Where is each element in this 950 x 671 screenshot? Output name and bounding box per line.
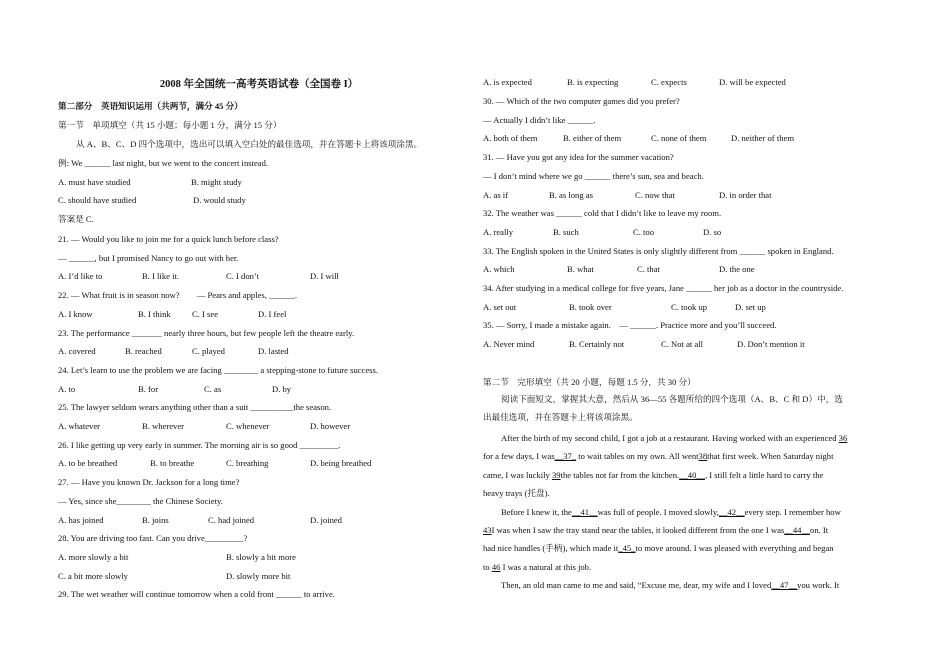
question-option: C. now that [635, 189, 675, 200]
question-option: C. too [633, 226, 655, 237]
question-stem: 24. Let’s learn to use the problem we are facing ________ a stepping-stone to future success. [58, 364, 379, 375]
question-option: A. Never mind [483, 339, 535, 350]
passage-line [483, 450, 833, 463]
question-option: D. I feel [258, 308, 287, 319]
question-stem: 29. The wet weather will continue tomorrow when a cold front ______ to arrive. [58, 589, 335, 600]
passage-text: After the birth of my second child, I got a job at a restaurant. Having worked with an experienced [501, 433, 839, 443]
passage-line [483, 487, 550, 500]
blank-number: __40__ [679, 469, 705, 480]
passage-text: heavy trays (托盘). [483, 488, 550, 499]
question-stem: 25. The lawyer seldom wears anything other than a suit __________the season. [58, 402, 332, 413]
blank-number: __47__ [771, 580, 798, 591]
passage-text: Then, an old man came to me and said, “Excuse me, dear, my wife and I loved [501, 580, 772, 591]
question-stem: 22. — What fruit is in season now? — Pears and apples, ______. [58, 290, 297, 301]
blank-number: 38 [698, 451, 708, 462]
question-option: C. breathing [226, 458, 269, 469]
passage-text: was full of people. I moved slowly, [597, 506, 719, 517]
question-option: C. that [637, 264, 660, 275]
blank-number: 39 [551, 469, 561, 480]
question-option: C. a bit more slowly [58, 570, 128, 581]
question-option: D. however [310, 421, 351, 431]
question-stem: 32. The weather was ______ cold that I didn’t like to leave my room. [483, 208, 722, 219]
blank-number: __42__ [718, 506, 745, 517]
question-option: B. took over [569, 301, 612, 312]
question-stem: 27. — Have you known Dr. Jackson for a long time? [58, 477, 240, 488]
passage-text: Before I knew it, the [501, 506, 572, 517]
passage-line [501, 432, 847, 445]
section2-instructions: 阅读下面短文，掌握其大意，然后从 36—55 各题所给的四个选项（A、B、C 和 D）中，选 [501, 394, 843, 404]
passage-text: , I still felt a little hard to carry the [704, 469, 824, 480]
question-option: B. joins [142, 514, 169, 525]
question-option: D. I will [310, 271, 339, 282]
question-option: B. is expecting [567, 77, 619, 87]
question-stem: 33. The English spoken in the United States is only slightly different from ______ spoken in England. [483, 245, 834, 256]
question-stem: — Actually I didn’t like ______. [483, 114, 596, 125]
question-option: B. slowly a bit more [226, 551, 296, 562]
question-stem: — Yes, since she________ the Chinese Society. [58, 495, 223, 506]
part2-heading: 第二部分 英语知识运用（共两节，满分 45 分） [58, 101, 243, 111]
question-stem: 31. — Have you got any idea for the summer vacation? [483, 152, 674, 163]
passage-line [483, 561, 591, 574]
section1-instructions: 从 A、B、C、D 四个选项中，选出可以填入空白处的最佳选项，并在答题卡上将该项涂黑。 [76, 139, 423, 149]
example-answer: 答案是 C. [58, 214, 94, 224]
question-option: A. I know [58, 308, 93, 319]
passage-text: to move around. I was pleased with everything and began [635, 543, 834, 554]
passage-text: I was when I saw the tray stand near the tables, it looked different from the one I was [491, 525, 785, 535]
question-option: D. by [272, 383, 292, 394]
question-option: D. slowly more bit [226, 570, 291, 581]
question-option: C. had joined [208, 514, 255, 525]
question-option: B. either of them [563, 133, 622, 144]
page-title: 2008 年全国统一高考英语试卷（全国卷 I） [159, 79, 359, 90]
question-option: A. is expected [483, 77, 532, 87]
question-stem: — I don’t mind where we go ______ there’s sun, sea and beach. [483, 170, 704, 181]
section2-heading: 第二节 完形填空（共 20 小题，每题 1.5 分，共 30 分） [483, 377, 696, 387]
question-option: A. both of them [483, 133, 538, 144]
question-stem: 21. — Would you like to join me for a quick lunch before class? [58, 234, 279, 244]
passage-text: the tables not far from the kitchen. [560, 469, 680, 480]
section2-instructions: 出最佳选项，并在答题卡上将该项涂黑。 [483, 412, 638, 422]
question-option: D. lasted [258, 346, 289, 357]
question-option: A. whatever [58, 421, 100, 431]
blank-number: __37_ [554, 451, 577, 462]
question-option: B. for [138, 383, 159, 394]
passage-text: came, I was luckily [483, 469, 552, 480]
question-option: C. as [204, 383, 222, 394]
question-option: C. I see [192, 308, 219, 319]
question-stem: 34. After studying in a medical college for five years, Jane ______ her job as a doctor in the countryside. [483, 283, 844, 293]
question-option: B. to breathe [150, 458, 195, 469]
question-option: D. being breathed [310, 458, 372, 469]
passage-text: on. It [810, 525, 829, 535]
question-stem: — ______, but I promised Nancy to go out with her. [58, 252, 239, 263]
question-option: C. played [192, 346, 225, 357]
question-option: A. has joined [58, 514, 104, 525]
passage-line [483, 524, 828, 537]
blank-number: 43 [483, 525, 492, 535]
passage-text: every step. I remember how [744, 506, 841, 517]
blank-number: __44__ [784, 525, 811, 535]
example-stem: 例: We ______ last night, but we went to the concert instead. [58, 158, 269, 168]
question-option: D. joined [310, 514, 342, 525]
example-option: B. might study [191, 177, 242, 187]
blank-number: __41__ [571, 506, 598, 517]
passage-text: to wait tables on my own. All went [576, 451, 699, 462]
example-option: D. would study [193, 195, 246, 205]
passage-text: to [483, 561, 492, 572]
passage-line [501, 579, 839, 592]
question-stem: 35. — Sorry, I made a mistake again. — ______. Practice more and you’ll succeed. [483, 320, 777, 331]
question-option: C. Not at all [661, 339, 704, 350]
question-option: B. such [553, 226, 579, 237]
question-option: B. I think [138, 308, 171, 319]
question-option: D. set up [735, 301, 766, 312]
passage-text: I was a natural at this job. [500, 561, 592, 572]
question-option: A. which [483, 264, 515, 275]
question-option: D. in order that [719, 189, 772, 200]
passage-text: for a few days, I was [483, 451, 555, 462]
question-option: D. Don’t mention it [737, 339, 805, 350]
section1-heading: 第一节 单项填空（共 15 小题；每小题 1 分，满分 15 分） [58, 120, 282, 130]
question-option: B. as long as [549, 189, 593, 200]
question-stem: 30. — Which of the two computer games did you prefer? [483, 96, 680, 106]
question-option: D. so [703, 226, 722, 237]
question-option: B. reached [125, 346, 162, 357]
passage-line [483, 469, 823, 482]
passage-line [501, 506, 841, 519]
question-option: B. Certainly not [569, 339, 625, 350]
question-option: C. none of them [651, 133, 707, 144]
question-option: B. what [567, 264, 594, 275]
question-option: C. expects [651, 77, 687, 87]
question-option: C. I don’t [226, 271, 260, 282]
question-option: C. whenever [226, 421, 270, 431]
question-option: A. covered [58, 346, 96, 357]
question-option: B. wherever [142, 421, 184, 431]
question-stem: 23. The performance _______ nearly three hours, but few people left the theatre early. [58, 327, 355, 338]
question-option: C. took up [671, 301, 708, 312]
question-stem: 28. You are driving too fast. Can you drive_________? [58, 533, 248, 544]
blank-number: _45_ [618, 543, 636, 554]
question-option: D. will be expected [719, 77, 786, 87]
example-option: C. should have studied [58, 195, 137, 205]
passage-text: had nice handles (手柄), which made it [483, 543, 619, 554]
question-option: B. I like it. [142, 271, 179, 282]
question-option: D. the one [719, 264, 755, 275]
question-option: A. I’d like to [58, 271, 103, 282]
passage-text: that first week. When Saturday night [707, 451, 834, 462]
question-option: A. to be breathed [58, 458, 118, 469]
question-option: D. neither of them [731, 133, 795, 144]
passage-text: you work. It [797, 580, 840, 591]
example-option: A. must have studied [58, 177, 131, 187]
question-option: A. as if [483, 189, 509, 200]
question-option: A. set out [483, 301, 517, 312]
question-option: A. more slowly a bit [58, 551, 129, 562]
blank-number: 46 [491, 561, 501, 572]
question-option: A. really [483, 226, 514, 237]
passage-line [483, 542, 834, 555]
question-stem: 26. I like getting up very early in summer. The morning air is so good _________. [58, 439, 341, 450]
question-option: A. to [58, 383, 76, 394]
blank-number: 36 [838, 433, 848, 443]
